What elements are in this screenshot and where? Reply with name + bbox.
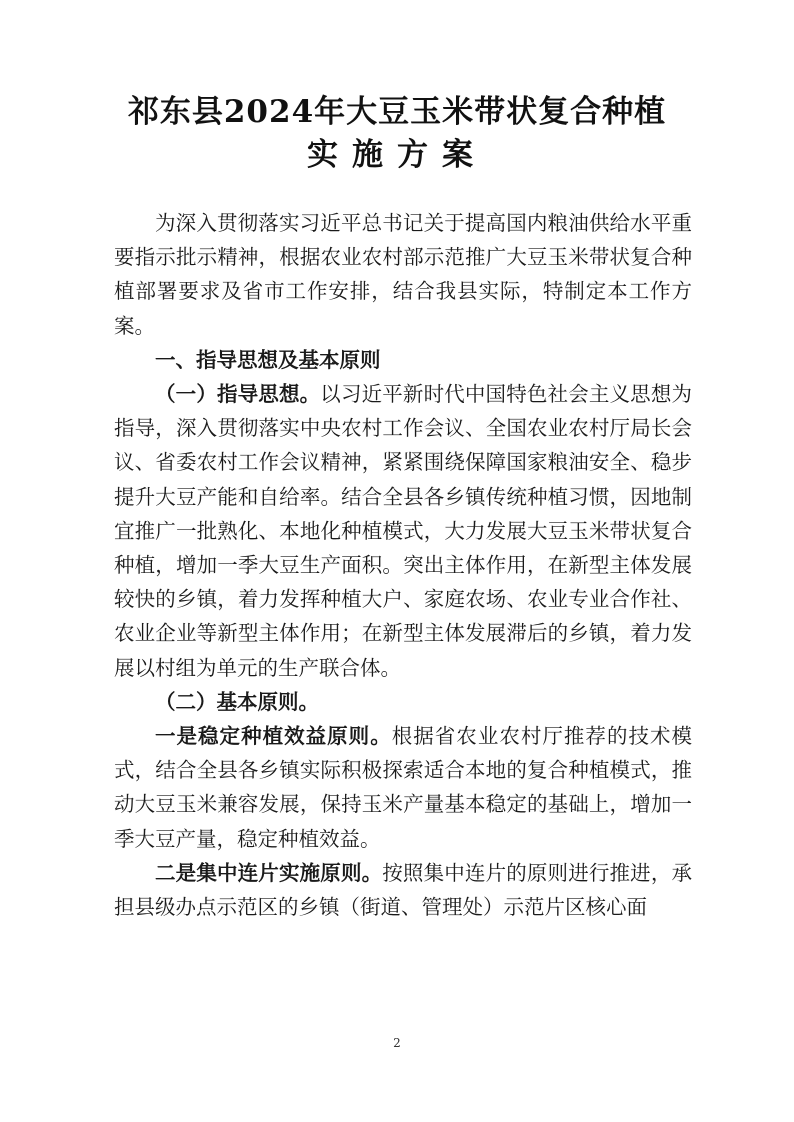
- guiding-ideology-label: （一）指导思想。: [155, 382, 321, 407]
- page-number: 2: [393, 1036, 401, 1050]
- document-title-line2: 实施方案: [307, 137, 487, 173]
- principle2-text: 按照集中连片的原则进行推进，承担县级办点示范区的乡镇（街道、管理处）示范片区核心面: [114, 860, 693, 920]
- principle1-label: 一是稳定种植效益原则。: [155, 724, 392, 749]
- document-body: [114, 206, 692, 924]
- section1-heading: 一、指导思想及基本原则: [155, 347, 381, 372]
- intro-paragraph: 为深入贯彻落实习近平总书记关于提高国内粮油供给水平重要指示批示精神，根据农业农村部示范推广大豆玉米带状复合种植部署要求及省市工作安排，结合我县实际，特制定本工作方案。: [114, 211, 692, 338]
- principle2-label: 二是集中连片实施原则。: [155, 860, 383, 885]
- guiding-ideology-text: 以习近平新时代中国特色社会主义思想为指导，深入贯彻落实中央农村工作会议、全国农业农村厅局长会议、省委农村工作会议精神，紧紧围绕保障国家粮油安全、稳步提升大豆产能和自给率。结合全县各乡镇传统种植习惯，因地制宜推广一批熟化、本地化种植模式，大力发展大豆玉米带状复合种植，增加一季大豆生产面积。突出主体作用，在新型主体发展较快的乡镇，着力发挥种植大户、家庭农场、农业专业合作社、农业企业等新型主体作用；在新型主体发展滞后的乡镇，着力发展以村组为单元的生产联合体。: [114, 382, 693, 680]
- principle1-paragraph: [114, 719, 692, 856]
- principle2-paragraph: [114, 856, 692, 924]
- document-title-line1: 祁东县2024年大豆玉米带状复合种植: [127, 94, 667, 130]
- guiding-ideology-paragraph: [114, 377, 692, 685]
- basic-principles-heading: （二）基本原则。: [155, 689, 319, 714]
- principle1-text: 根据省农业农村厅推荐的技术模式，结合全县各乡镇实际积极探索适合本地的复合种植模式，推动大豆玉米兼容发展，保持玉米产量基本稳定的基础上，增加一季大豆产量，稳定种植效益。: [114, 724, 693, 851]
